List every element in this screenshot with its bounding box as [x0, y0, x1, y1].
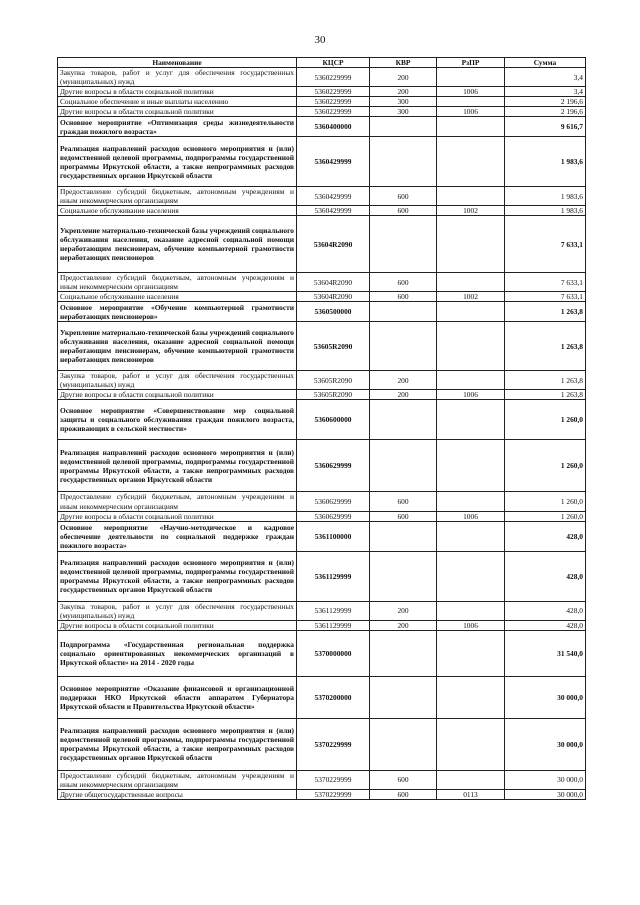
row-kcsr: 5370200000 [297, 676, 370, 718]
row-rzpr [437, 551, 505, 601]
row-name: Предоставление субсидий бюджетным, автономным учреждениям и иным некоммерческим организациям [58, 187, 297, 206]
row-sum: 1 260,0 [505, 511, 586, 521]
row-kcsr: 53605R2090 [297, 390, 370, 400]
row-name: Социальное обслуживание населения [58, 206, 297, 216]
table-row [58, 718, 586, 770]
budget-table [57, 57, 586, 800]
row-kvr [370, 551, 437, 601]
row-kcsr: 5370229999 [297, 718, 370, 770]
row-kvr: 600 [370, 187, 437, 206]
row-sum: 3,4 [505, 68, 586, 87]
table-row [58, 322, 586, 371]
row-sum: 30 000,0 [505, 718, 586, 770]
row-sum: 1 983,6 [505, 206, 586, 216]
row-kcsr: 5370229999 [297, 789, 370, 799]
table-row [58, 137, 586, 187]
row-sum: 30 000,0 [505, 770, 586, 789]
row-kcsr: 5360429999 [297, 137, 370, 187]
row-name: Закупка товаров, работ и услуг для обеспечения государственных (муниципальных) нужд [58, 68, 297, 87]
row-name: Реализация направлений расходов основного мероприятия и (или) ведомственной целевой программы, подпрограммы государственной программы Иркутской области, а также непрограммных расходов государственных органов Иркутской области [58, 137, 297, 187]
row-kvr: 200 [370, 371, 437, 390]
table-row [58, 273, 586, 292]
row-kcsr: 5361129999 [297, 551, 370, 601]
table-row [58, 789, 586, 799]
row-kcsr: 53604R2090 [297, 292, 370, 302]
table-row [58, 187, 586, 206]
row-kcsr: 5360229999 [297, 97, 370, 107]
row-kcsr: 5361100000 [297, 521, 370, 551]
table-row [58, 601, 586, 620]
row-kcsr: 5360629999 [297, 492, 370, 511]
row-kcsr: 5370000000 [297, 630, 370, 676]
row-rzpr: 1006 [437, 390, 505, 400]
row-name: Предоставление субсидий бюджетным, автономным учреждениям и иным некоммерческим организациям [58, 273, 297, 292]
row-kvr [370, 400, 437, 440]
row-kcsr: 5360229999 [297, 68, 370, 87]
row-kcsr: 53605R2090 [297, 371, 370, 390]
row-kvr [370, 322, 437, 371]
row-sum: 30 000,0 [505, 789, 586, 799]
row-name: Реализация направлений расходов основного мероприятия и (или) ведомственной целевой программы, подпрограммы государственной программы Иркутской области, а также непрограммных расходов государственных органов Иркутской области [58, 440, 297, 492]
row-kcsr: 5360500000 [297, 302, 370, 322]
row-kvr [370, 630, 437, 676]
header-rzpr: РзПР [437, 58, 505, 68]
row-rzpr: 1002 [437, 206, 505, 216]
row-sum: 1 263,8 [505, 390, 586, 400]
header-sum: Сумма [505, 58, 586, 68]
row-kvr: 600 [370, 206, 437, 216]
row-name: Предоставление субсидий бюджетным, автономным учреждениям и иным некоммерческим организациям [58, 770, 297, 789]
table-row [58, 206, 586, 216]
row-name: Основное мероприятие «Оптимизация среды жизнедеятельности граждан пожилого возраста» [58, 117, 297, 137]
row-sum: 31 540,0 [505, 630, 586, 676]
row-name: Социальное обеспечение и иные выплаты населению [58, 97, 297, 107]
row-kcsr: 53604R2090 [297, 273, 370, 292]
row-kcsr: 5361129999 [297, 601, 370, 620]
row-kvr: 600 [370, 511, 437, 521]
row-rzpr [437, 400, 505, 440]
row-sum: 1 260,0 [505, 492, 586, 511]
row-kvr: 600 [370, 789, 437, 799]
row-kvr: 200 [370, 620, 437, 630]
row-name: Основное мероприятие «Оказание финансовой и организационной поддержки НКО Иркутской области аппаратом Губернатора Иркутской области и Правительства Иркутской области» [58, 676, 297, 718]
table-row [58, 521, 586, 551]
row-sum: 2 196,6 [505, 107, 586, 117]
row-kvr: 200 [370, 390, 437, 400]
row-sum: 428,0 [505, 551, 586, 601]
row-name: Укрепление материально-технической базы учреждений социального обслуживания населения, оказание адресной социальной помощи неработающим пенсионерам, обучение компьютерной грамотности неработающих пенсионеров [58, 322, 297, 371]
row-name: Укрепление материально-технической базы учреждений социального обслуживания населения, оказание адресной социальной помощи неработающим пенсионерам, обучение компьютерной грамотности неработающих пенсионеров [58, 216, 297, 273]
row-rzpr [437, 718, 505, 770]
table-body [58, 68, 586, 800]
row-kvr [370, 302, 437, 322]
row-rzpr: 0113 [437, 789, 505, 799]
row-kcsr: 53604R2090 [297, 216, 370, 273]
row-sum: 9 616,7 [505, 117, 586, 137]
row-sum: 7 633,1 [505, 292, 586, 302]
row-kcsr: 5360400000 [297, 117, 370, 137]
row-rzpr [437, 440, 505, 492]
row-sum: 1 260,0 [505, 440, 586, 492]
header-kvr: КВР [370, 58, 437, 68]
table-row [58, 107, 586, 117]
row-kcsr: 5360429999 [297, 206, 370, 216]
row-sum: 7 633,1 [505, 216, 586, 273]
row-name: Закупка товаров, работ и услуг для обеспечения государственных (муниципальных) нужд [58, 601, 297, 620]
row-name: Социальное обслуживание населения [58, 292, 297, 302]
row-kcsr: 5370229999 [297, 770, 370, 789]
page-number: 30 [314, 34, 326, 46]
table-row [58, 551, 586, 601]
row-kcsr: 5360229999 [297, 107, 370, 117]
row-kvr [370, 521, 437, 551]
table-row [58, 440, 586, 492]
row-name: Другие вопросы в области социальной политики [58, 390, 297, 400]
row-sum: 1 263,8 [505, 322, 586, 371]
row-rzpr [437, 521, 505, 551]
row-rzpr [437, 630, 505, 676]
row-rzpr [437, 770, 505, 789]
row-rzpr [437, 187, 505, 206]
table-row [58, 302, 586, 322]
row-name: Другие вопросы в области социальной политики [58, 107, 297, 117]
row-sum: 1 983,6 [505, 137, 586, 187]
row-rzpr: 1006 [437, 620, 505, 630]
row-kvr: 200 [370, 87, 437, 97]
table-row [58, 97, 586, 107]
table-row [58, 117, 586, 137]
row-name: Основное мероприятие «Совершенствование мер социальной защиты и социального обслуживания граждан пожилого возраста, проживающих в сельской местности» [58, 400, 297, 440]
table-row [58, 492, 586, 511]
row-kvr [370, 137, 437, 187]
row-sum: 428,0 [505, 521, 586, 551]
row-name: Другие общегосударственные вопросы [58, 789, 297, 799]
row-kvr: 600 [370, 492, 437, 511]
row-kvr: 600 [370, 292, 437, 302]
row-sum: 1 263,8 [505, 302, 586, 322]
row-rzpr [437, 322, 505, 371]
row-rzpr [437, 117, 505, 137]
row-name: Основное мероприятие «Обучение компьютерной грамотности неработающих пенсионеров» [58, 302, 297, 322]
table-row [58, 676, 586, 718]
row-name: Реализация направлений расходов основного мероприятия и (или) ведомственной целевой программы, подпрограммы государственной программы Иркутской области, а также непрограммных расходов государственных органов Иркутской области [58, 551, 297, 601]
row-name: Закупка товаров, работ и услуг для обеспечения государственных (муниципальных) нужд [58, 371, 297, 390]
row-name: Основное мероприятие «Научно-методическое и кадровое обеспечение деятельности по социальной поддержке граждан пожилого возраста» [58, 521, 297, 551]
table-row [58, 87, 586, 97]
row-sum: 428,0 [505, 620, 586, 630]
table-row [58, 292, 586, 302]
row-name: Другие вопросы в области социальной политики [58, 511, 297, 521]
table-row [58, 68, 586, 87]
row-rzpr: 1002 [437, 292, 505, 302]
row-rzpr [437, 68, 505, 87]
row-rzpr [437, 492, 505, 511]
row-sum: 428,0 [505, 601, 586, 620]
table-row [58, 400, 586, 440]
table-row [58, 216, 586, 273]
row-rzpr [437, 676, 505, 718]
row-kvr: 300 [370, 107, 437, 117]
row-name: Предоставление субсидий бюджетным, автономным учреждениям и иным некоммерческим организациям [58, 492, 297, 511]
row-kvr: 200 [370, 68, 437, 87]
row-kvr [370, 440, 437, 492]
table-row [58, 770, 586, 789]
row-kvr [370, 718, 437, 770]
row-rzpr: 1006 [437, 511, 505, 521]
table-row [58, 371, 586, 390]
row-sum: 2 196,6 [505, 97, 586, 107]
row-name: Подпрограмма «Государственная региональная поддержка социально ориентированных некоммерческих организаций в Иркутской области» на 2014 - 2020 годы [58, 630, 297, 676]
table-row [58, 620, 586, 630]
table-row [58, 390, 586, 400]
row-kcsr: 5360600000 [297, 400, 370, 440]
row-kvr [370, 676, 437, 718]
row-kvr: 300 [370, 97, 437, 107]
row-kvr: 200 [370, 601, 437, 620]
table-row [58, 630, 586, 676]
row-name: Другие вопросы в области социальной политики [58, 87, 297, 97]
row-kcsr: 5361129999 [297, 620, 370, 630]
row-rzpr [437, 371, 505, 390]
row-rzpr [437, 137, 505, 187]
row-kcsr: 5360229999 [297, 87, 370, 97]
row-rzpr [437, 216, 505, 273]
row-sum: 3,4 [505, 87, 586, 97]
row-rzpr: 1006 [437, 87, 505, 97]
table-row [58, 511, 586, 521]
row-rzpr [437, 601, 505, 620]
row-kcsr: 5360429999 [297, 187, 370, 206]
row-kvr: 600 [370, 770, 437, 789]
row-kvr: 600 [370, 273, 437, 292]
row-sum: 1 263,8 [505, 371, 586, 390]
row-rzpr [437, 302, 505, 322]
row-sum: 30 000,0 [505, 676, 586, 718]
row-kcsr: 5360629999 [297, 440, 370, 492]
table-header-row [58, 58, 586, 68]
row-sum: 7 633,1 [505, 273, 586, 292]
header-name: Наименование [58, 58, 297, 68]
row-rzpr [437, 97, 505, 107]
row-kcsr: 53605R2090 [297, 322, 370, 371]
row-name: Реализация направлений расходов основного мероприятия и (или) ведомственной целевой программы, подпрограммы государственной программы Иркутской области, а также непрограммных расходов государственных органов Иркутской области [58, 718, 297, 770]
row-rzpr [437, 273, 505, 292]
row-name: Другие вопросы в области социальной политики [58, 620, 297, 630]
row-kcsr: 5360629999 [297, 511, 370, 521]
row-kvr [370, 216, 437, 273]
row-kvr [370, 117, 437, 137]
row-rzpr: 1006 [437, 107, 505, 117]
row-sum: 1 983,6 [505, 187, 586, 206]
row-sum: 1 260,0 [505, 400, 586, 440]
header-kcsr: КЦСР [297, 58, 370, 68]
